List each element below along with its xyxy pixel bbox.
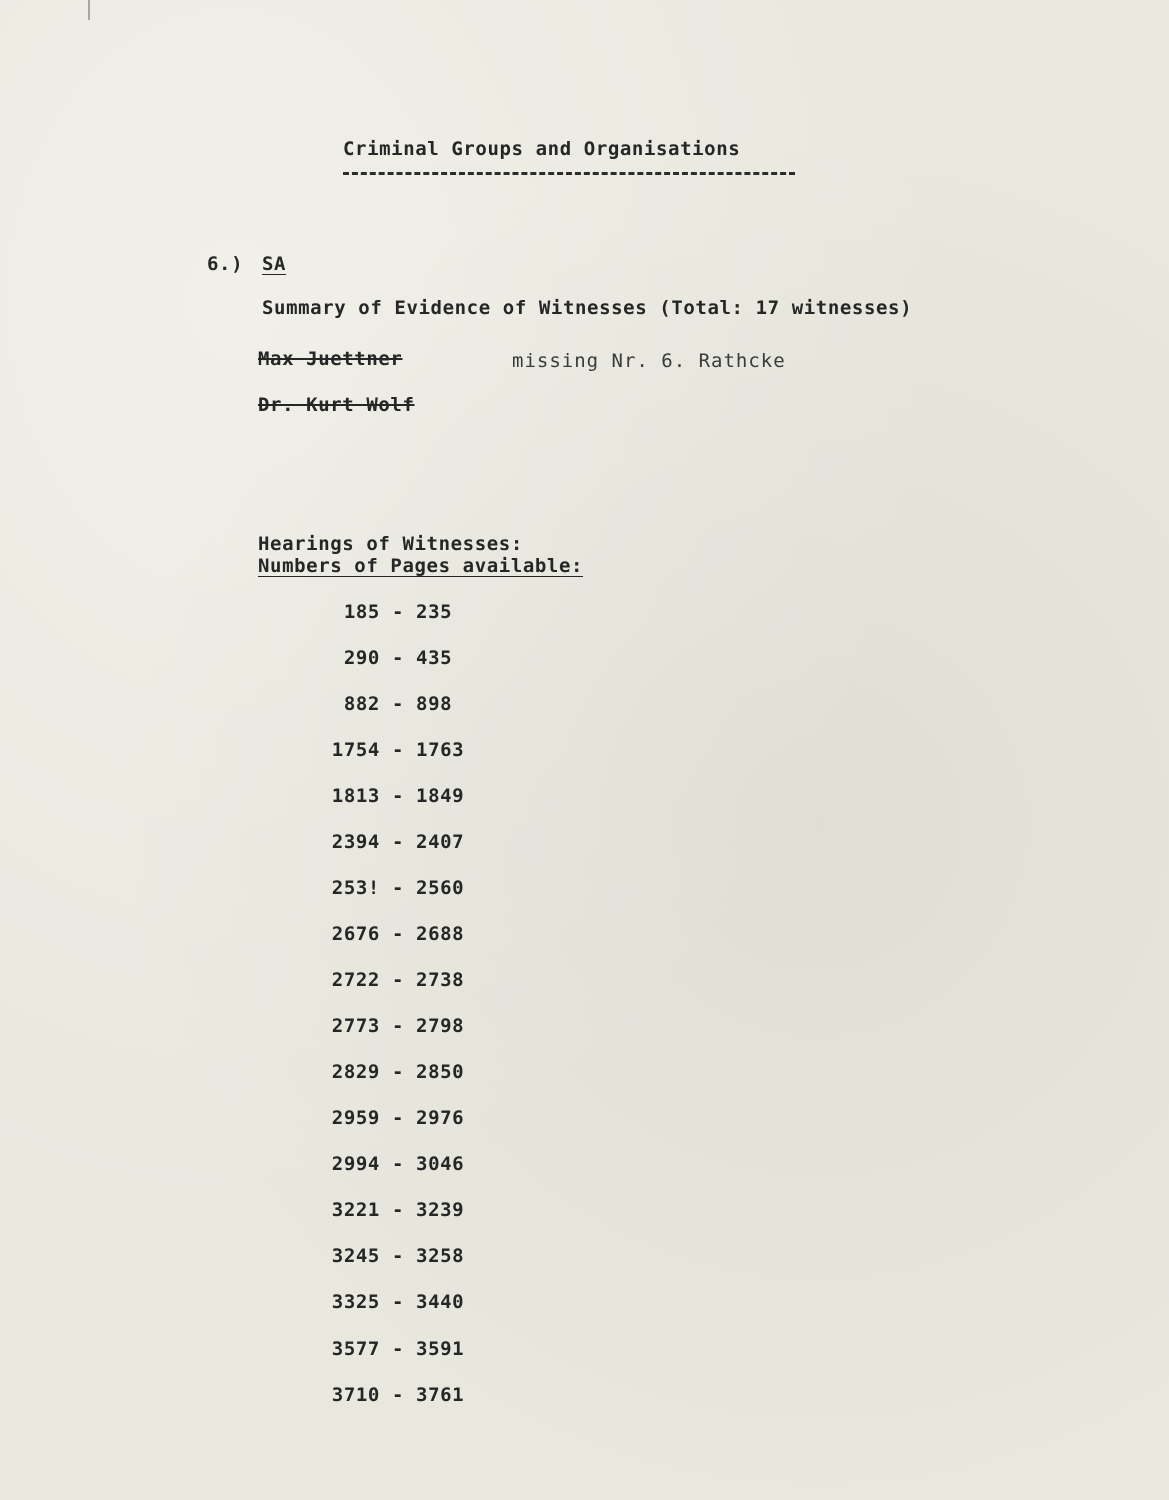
page-range: 3221 - 3239 xyxy=(331,1199,465,1221)
page-range: 253! - 2560 xyxy=(331,877,465,899)
summary-line: Summary of Evidence of Witnesses (Total: 17 witnesses) xyxy=(262,297,913,319)
page-range: 882 - 898 xyxy=(343,693,453,715)
pages-heading: Numbers of Pages available: xyxy=(258,555,584,577)
page-range: 2722 - 2738 xyxy=(331,969,465,991)
page-range: 2773 - 2798 xyxy=(331,1015,465,1037)
document-title: Criminal Groups and Organisations xyxy=(343,138,741,160)
section-number: 6.) xyxy=(207,253,244,275)
paper-mark xyxy=(88,0,90,20)
page-range: 3325 - 3440 xyxy=(331,1291,465,1313)
page-range: 3577 - 3591 xyxy=(331,1338,465,1360)
page-range: 2394 - 2407 xyxy=(331,831,465,853)
struck-witness: Max Juettner xyxy=(258,348,403,370)
page-range: 2829 - 2850 xyxy=(331,1061,465,1083)
missing-note: missing Nr. 6. Rathcke xyxy=(512,350,786,372)
section-name: SA xyxy=(262,253,287,275)
struck-witness: Dr. Kurt Wolf xyxy=(258,394,415,416)
page-range: 1813 - 1849 xyxy=(331,785,465,807)
page-range: 2676 - 2688 xyxy=(331,923,465,945)
page-range: 3245 - 3258 xyxy=(331,1245,465,1267)
page-range: 1754 - 1763 xyxy=(331,739,465,761)
page-range: 290 - 435 xyxy=(343,647,453,669)
page-range: 2994 - 3046 xyxy=(331,1153,465,1175)
page-range: 185 - 235 xyxy=(343,601,453,623)
page-range: 2959 - 2976 xyxy=(331,1107,465,1129)
page-range: 3710 - 3761 xyxy=(331,1384,465,1406)
hearings-heading: Hearings of Witnesses: xyxy=(258,533,523,555)
title-underline xyxy=(343,172,795,175)
